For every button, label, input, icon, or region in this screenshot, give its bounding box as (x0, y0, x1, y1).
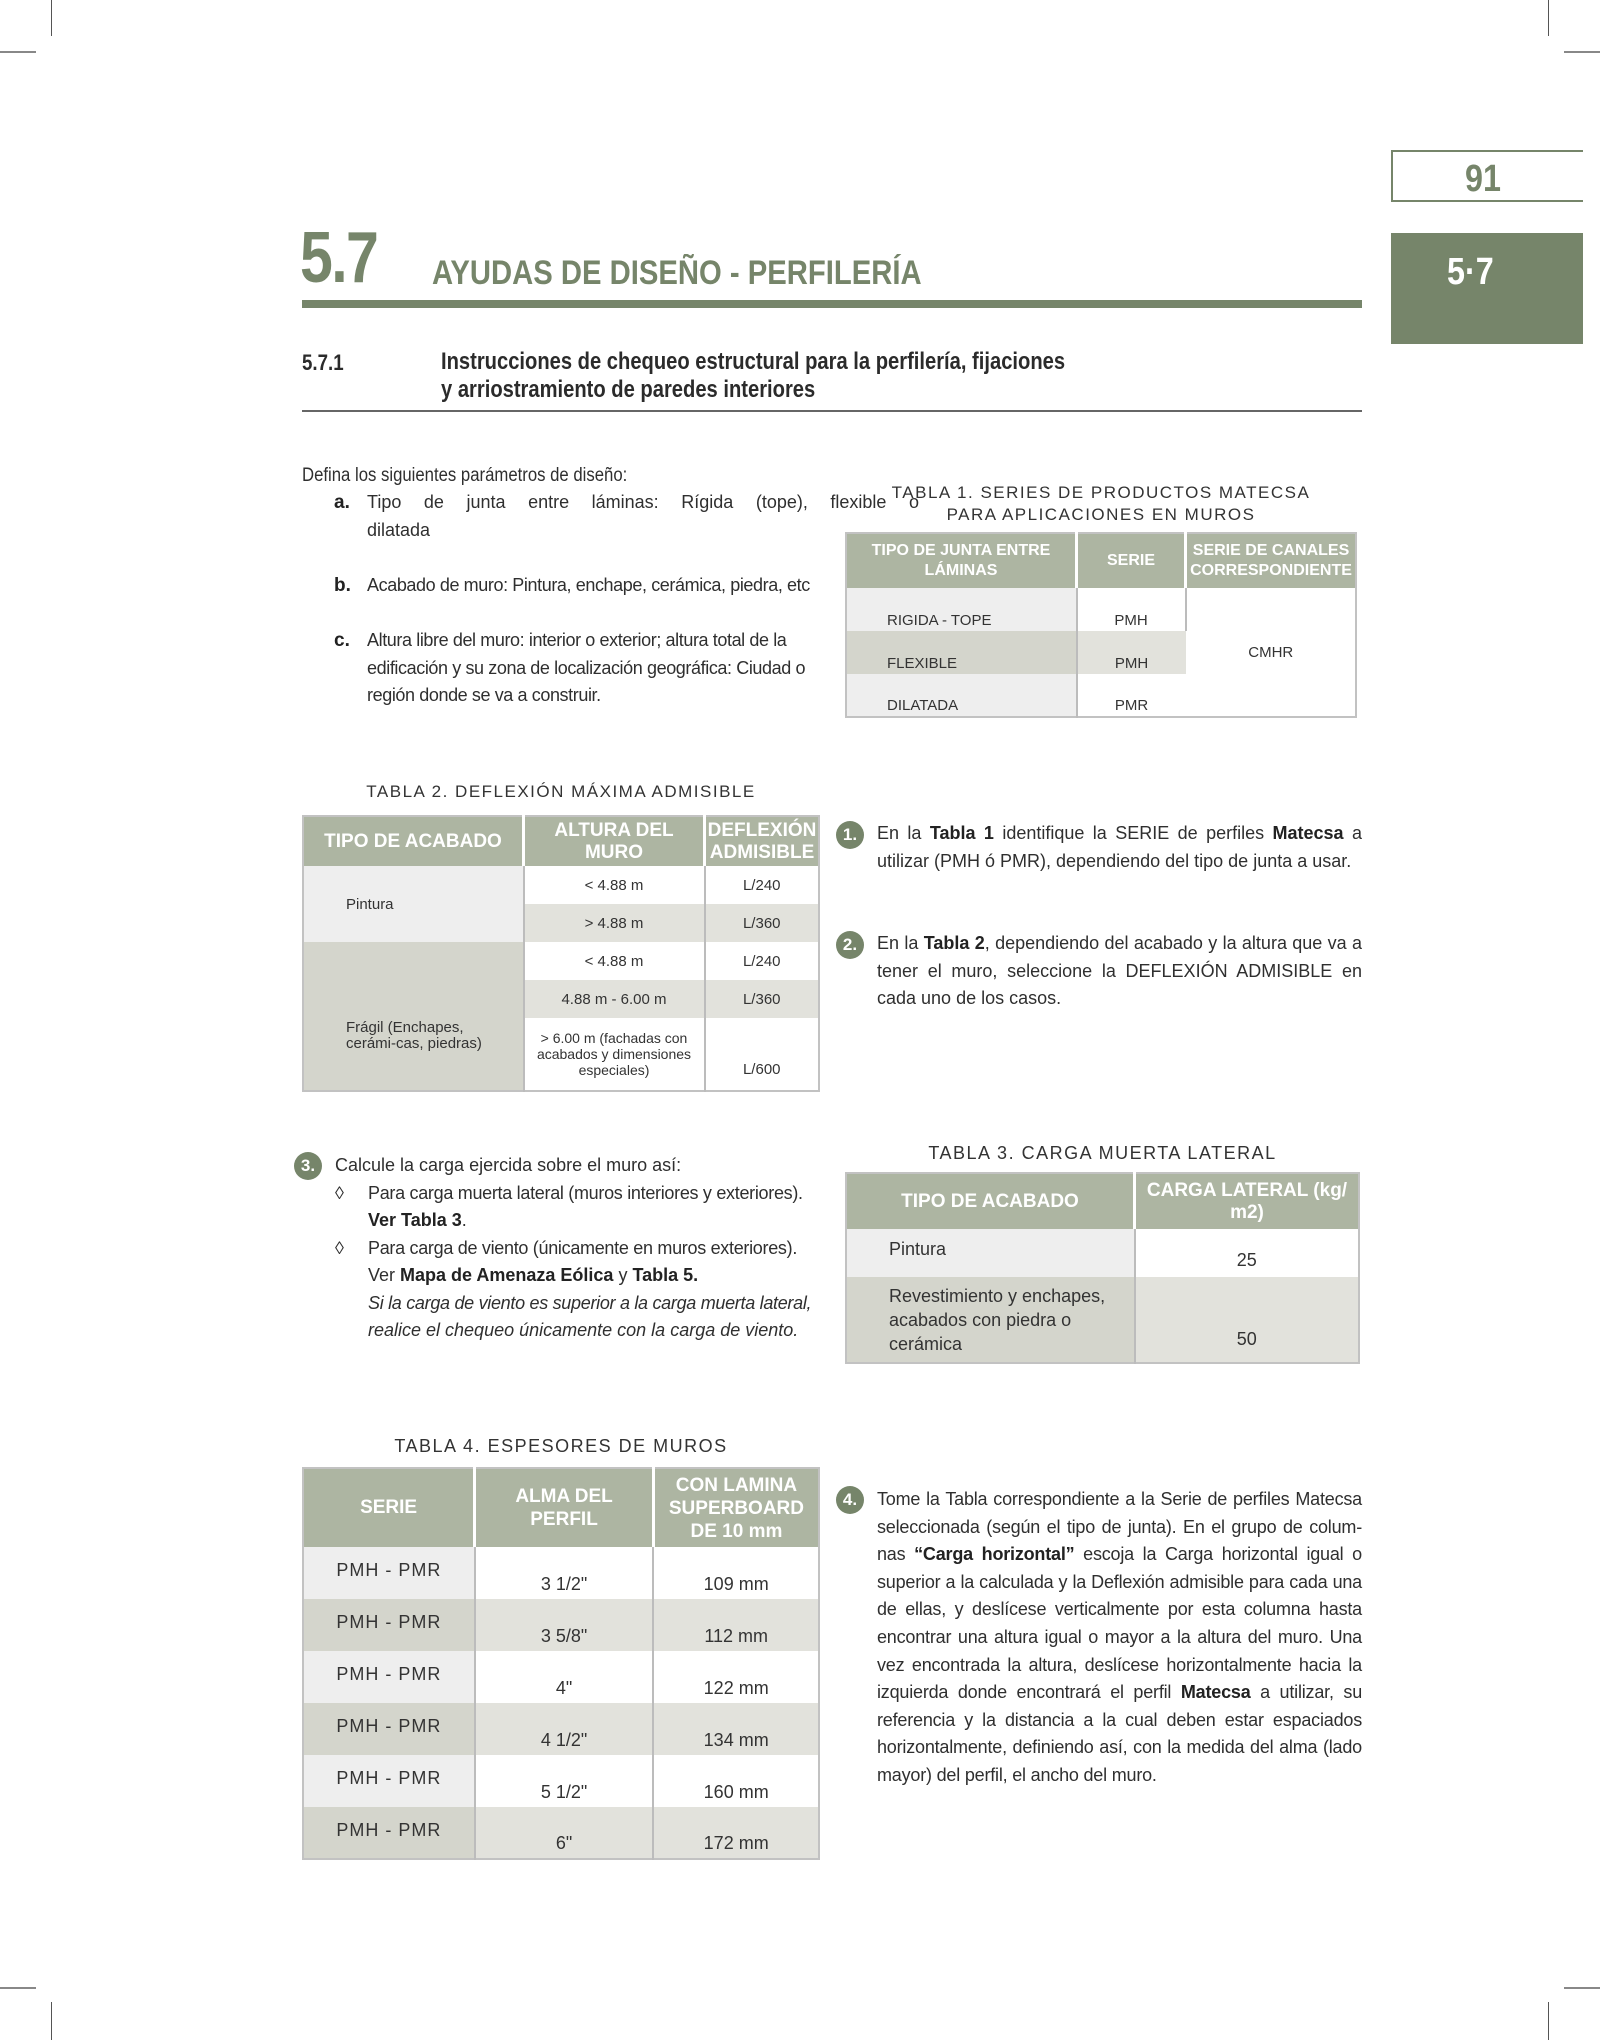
crop-mark (51, 0, 52, 36)
item-marker: a. (334, 492, 350, 513)
step3-bullet-1 (335, 1180, 825, 1235)
table4-caption: TABLA 4. ESPESORES DE MUROS (394, 1436, 728, 1456)
table-cell: L/360 (705, 980, 820, 1018)
table-cell: PMH - PMR (303, 1651, 475, 1703)
text-run: a utilizar (PMH ó PMR), dependiendo del tipo de junta a usar. (877, 823, 1362, 871)
section-divider (302, 300, 1362, 308)
item-line: Altura libre del muro: interior o exterior; altura total de la (367, 630, 787, 650)
table-header-row (846, 1173, 1359, 1229)
subsection-title-line: y arriostramiento de paredes interiores (441, 376, 816, 403)
table-cell: 3 5/8" (475, 1599, 654, 1651)
table-cell: L/600 (705, 1018, 820, 1091)
table-header: CARGA LATERAL (kg/ m2) (1135, 1173, 1360, 1229)
text-run: En la (877, 823, 930, 843)
table-cell: 134 mm (653, 1703, 819, 1755)
table-header: SERIE (303, 1468, 475, 1547)
step-badge-2: 2. (836, 931, 864, 959)
crop-mark (1564, 51, 1600, 53)
table-header: SERIE DE CANALES CORRESPONDIENTE (1186, 533, 1357, 588)
page-number-box (1391, 150, 1583, 202)
table-cell: 122 mm (653, 1651, 819, 1703)
note-text: Si la carga de viento es superior a la carga muerta lateral, (368, 1292, 812, 1313)
table-cell: PMH (1077, 631, 1186, 674)
table-header: TIPO DE ACABADO (846, 1173, 1135, 1229)
text-run-bold: “Carga horizontal” (914, 1544, 1075, 1565)
text-run-bold: Ver Tabla 3 (368, 1210, 462, 1230)
step3-bullet-2 (335, 1235, 825, 1345)
table-cell: > 6.00 m (fachadas con acabados y dimensiones especiales) (524, 1018, 705, 1091)
item-line: región donde se va a construir. (367, 685, 601, 705)
subsection-number: 5.7.1 (302, 350, 344, 375)
bullet-text (368, 1207, 825, 1235)
note-text: realice el chequeo únicamente con la carga de viento. (368, 1320, 799, 1340)
table-cell: PMH - PMR (303, 1599, 475, 1651)
table-row (303, 1547, 819, 1599)
caption-line: PARA APLICACIONES EN MUROS (946, 505, 1256, 524)
crop-mark (51, 2002, 52, 2040)
table-header-row (303, 1468, 819, 1547)
table-header: DEFLEXIÓN ADMISIBLE (705, 816, 820, 866)
table-cell: L/240 (705, 866, 820, 904)
table-cell: Pintura (303, 866, 524, 942)
table-cell: L/240 (705, 942, 820, 980)
table-cell: 4.88 m - 6.00 m (524, 980, 705, 1018)
step2-text (877, 930, 1362, 1013)
item-marker: c. (334, 630, 350, 651)
table-cell: PMR (1077, 674, 1186, 717)
item-text (367, 627, 919, 710)
table-cell: < 4.88 m (524, 866, 705, 904)
section-tab (1391, 233, 1583, 344)
page-number: 91 (1465, 158, 1501, 200)
text-run: Ver (368, 1265, 401, 1285)
table-cell: PMH - PMR (303, 1547, 475, 1599)
crop-mark (0, 51, 36, 53)
table-cell: Frágil (Enchapes, cerámi-cas, piedras) (303, 942, 524, 1091)
text-run-bold: Matecsa (1180, 1682, 1251, 1703)
text-run: escoja la Carga horizontal igual o superior a la calculada y la Deflexión admisible para cada una de ellas, y deslícese verticalmente por esta columna hasta encontrar una altura igual o mayor a la altura del muro. Una vez encontrada la altura, deslícese horizontalmente hacia la izquierda donde encontrará el perfil (877, 1544, 1362, 1703)
crop-mark (1564, 1987, 1600, 1989)
subsection-title (441, 348, 1065, 404)
caption-line: TABLA 1. SERIES DE PRODUCTOS MATECSA (891, 483, 1311, 502)
table2-caption: TABLA 2. DEFLEXIÓN MÁXIMA ADMISIBLE (366, 782, 756, 801)
table-cell: 6" (475, 1807, 654, 1859)
table4 (302, 1467, 820, 1860)
text-run: identifique la SERIE de perfiles (993, 823, 1273, 843)
step-badge-1: 1. (836, 821, 864, 849)
table-cell: < 4.88 m (524, 942, 705, 980)
table-row (846, 1229, 1359, 1277)
table-cell: RIGIDA - TOPE (846, 588, 1077, 631)
crop-mark (0, 1987, 36, 1989)
item-line: Acabado de muro: Pintura, enchape, cerámica, piedra, etc (367, 575, 810, 595)
table-cell: 5 1/2" (475, 1755, 654, 1807)
table-header: CON LAMINA SUPERBOARD DE 10 mm (653, 1468, 819, 1547)
diamond-bullet-icon: ◊ (335, 1237, 344, 1258)
table-header-row (303, 816, 819, 866)
table-cell: 4" (475, 1651, 654, 1703)
text-run: , dependiendo del acabado y la altura que va a tener el muro, seleccione la DEFLEXIÓN ADMISIBLE en cada uno de los casos. (877, 933, 1363, 1008)
table-cell: 25 (1135, 1229, 1360, 1277)
text-run-bold: Tabla 2 (923, 933, 985, 953)
intro-lead: Defina los siguientes parámetros de diseño: (302, 465, 628, 486)
table3-caption: TABLA 3. CARGA MUERTA LATERAL (928, 1143, 1277, 1163)
text-run: En la (877, 933, 924, 953)
table-header: ALTURA DEL MURO (524, 816, 705, 866)
item-line: Tipo de junta entre láminas: Rígida (tope), flexible o (367, 492, 919, 512)
table-row (303, 866, 819, 904)
table-row (303, 1703, 819, 1755)
text-run-bold: Tabla 5. (632, 1265, 699, 1285)
step3-lead: Calcule la carga ejercida sobre el muro así: (335, 1155, 682, 1175)
bullet-text: Para carga de viento (únicamente en muros exteriores). (368, 1237, 798, 1258)
step3-content (335, 1152, 825, 1345)
table-cell: PMH (1077, 588, 1186, 631)
section-title: AYUDAS DE DISEÑO - PERFILERÍA (432, 254, 922, 292)
step1-text (877, 820, 1362, 875)
table-cell: 172 mm (653, 1807, 819, 1859)
table-row (303, 1651, 819, 1703)
bullet-text: Para carga muerta lateral (muros interiores y exteriores). (368, 1182, 803, 1203)
step-badge-3: 3. (294, 1152, 322, 1180)
table-cell: Revestimiento y enchapes, acabados con piedra o cerámica (846, 1277, 1135, 1363)
crop-mark (1548, 2002, 1549, 2040)
table-cell: PMH - PMR (303, 1807, 475, 1859)
table2 (302, 815, 820, 1092)
step4-text (877, 1486, 1362, 1790)
table-cell: 50 (1135, 1277, 1360, 1363)
crop-mark (1548, 0, 1549, 36)
text-run-bold: Matecsa (1272, 823, 1344, 843)
diamond-bullet-icon: ◊ (335, 1182, 344, 1203)
table-cell: > 4.88 m (524, 904, 705, 942)
text-run: . (461, 1210, 467, 1230)
table-row (846, 588, 1356, 631)
table-cell: 160 mm (653, 1755, 819, 1807)
section-number: 5.7 (300, 218, 378, 298)
table-cell: 4 1/2" (475, 1703, 654, 1755)
table-cell: CMHR (1186, 588, 1357, 717)
subsection-divider (302, 410, 1362, 412)
table-row (846, 1277, 1359, 1363)
table-header: SERIE (1077, 533, 1186, 588)
table1-caption (845, 482, 1357, 526)
text-run: Tome la Tabla correspondiente a la Serie de perfiles Matecsa seleccionada (según el tipo de junta). En el grupo de colum-nas (877, 1489, 1362, 1565)
table-header-row (846, 533, 1356, 588)
text-run: y (613, 1265, 633, 1285)
table-cell: 112 mm (653, 1599, 819, 1651)
table-cell: Pintura (846, 1229, 1135, 1277)
table-cell: DILATADA (846, 674, 1077, 717)
table-cell: PMH - PMR (303, 1703, 475, 1755)
table-cell: 3 1/2" (475, 1547, 654, 1599)
table-header: ALMA DEL PERFIL (475, 1468, 654, 1547)
bullet-text (368, 1262, 825, 1290)
subsection-title-line: Instrucciones de chequeo estructural para la perfilería, fijaciones (441, 348, 1066, 375)
table-row (303, 1599, 819, 1651)
table-row (303, 942, 819, 980)
table-cell: L/360 (705, 904, 820, 942)
item-text (367, 489, 919, 544)
text-run-bold: Tabla 1 (929, 823, 994, 843)
step-badge-4: 4. (836, 1486, 864, 1514)
table3 (845, 1172, 1360, 1364)
text-run: a utilizar, su referencia y la distancia a la cual deben estar espaciados horizontalmente, definiendo así, con la medida del alma (lado mayor) del perfil, el ancho del muro. (877, 1682, 1362, 1785)
table-header: TIPO DE ACABADO (303, 816, 524, 866)
table-row (303, 1807, 819, 1859)
text-run-bold: Mapa de Amenaza Eólica (400, 1265, 614, 1285)
table-cell: PMH - PMR (303, 1755, 475, 1807)
table-header: TIPO DE JUNTA ENTRE LÁMINAS (846, 533, 1077, 588)
item-line: edificación y su zona de localización geográfica: Ciudad o (367, 657, 806, 678)
section-tab-label: 5·7 (1447, 251, 1494, 293)
table-row (303, 1755, 819, 1807)
table1 (845, 532, 1357, 718)
item-marker: b. (334, 575, 351, 596)
table-cell: FLEXIBLE (846, 631, 1077, 674)
table-cell: 109 mm (653, 1547, 819, 1599)
item-line: dilatada (367, 519, 431, 540)
